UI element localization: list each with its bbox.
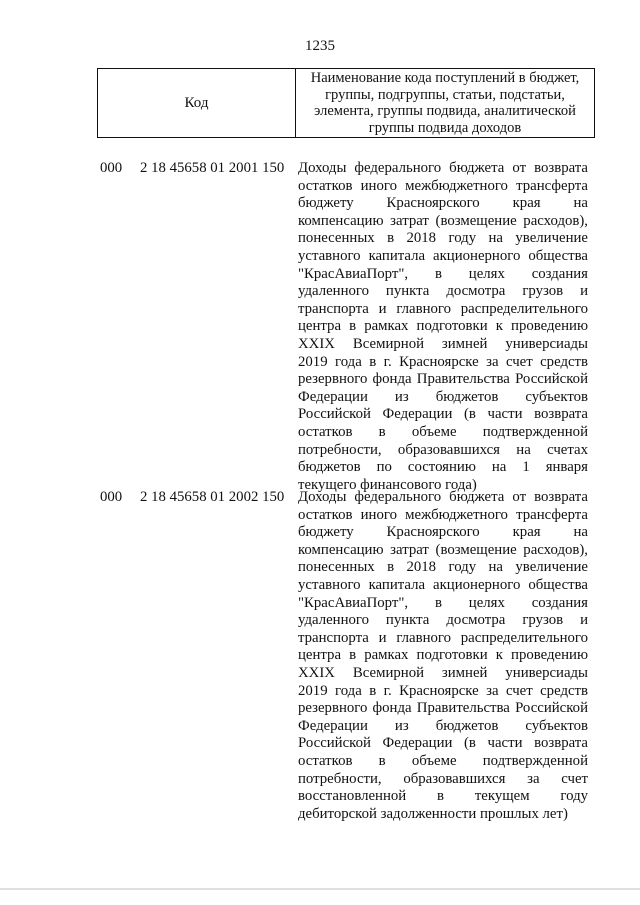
description-line: бюджету Красноярского края на	[298, 195, 588, 212]
revenue-code: 2 18 45658 01 2002 150	[140, 489, 285, 505]
description-line: 2019 года в г. Красноярске за счет средств	[298, 682, 588, 699]
description-line: уставного капитала акционерного общества	[298, 576, 588, 593]
description-line: Российской Федерации (в части возврата	[298, 735, 588, 752]
revenue-description	[298, 160, 588, 494]
description-line: Доходы федерального бюджета от возврата	[298, 489, 588, 505]
description-line: бюджету Красноярского края на	[298, 524, 588, 541]
description-line: компенсацию затрат (возмещение расходов),	[298, 212, 588, 229]
table-header	[97, 68, 595, 138]
admin-code: 000	[100, 489, 123, 505]
description-line: центра в рамках подготовки к проведению	[298, 647, 588, 664]
page-number: 1235	[305, 38, 335, 54]
description-line: Федерации из бюджетов субъектов	[298, 717, 588, 734]
description-line: компенсацию затрат (возмещение расходов),	[298, 541, 588, 558]
description-line: остатков иного межбюджетного трансферта	[298, 506, 588, 523]
description-line: транспорта и главного распределительного	[298, 629, 588, 646]
description-line: уставного капитала акционерного общества	[298, 247, 588, 264]
admin-code: 000	[100, 160, 123, 176]
description-line: резервного фонда Правительства Российской	[298, 371, 588, 388]
description-line: "КрасАвиаПорт", в целях создания	[298, 594, 588, 611]
description-line: "КрасАвиаПорт", в целях создания	[298, 265, 588, 282]
description-line: бюджетов по состоянию на 1 января	[298, 459, 588, 476]
description-line: 2019 года в г. Красноярске за счет средств	[298, 353, 588, 370]
description-line: потребности, образовавшихся на счетах	[298, 441, 588, 458]
description-line: Федерации из бюджетов субъектов	[298, 388, 588, 405]
description-line: транспорта и главного распределительного	[298, 300, 588, 317]
description-line: остатков иного межбюджетного трансферта	[298, 177, 588, 194]
description-line: резервного фонда Правительства Российской	[298, 700, 588, 717]
description-line: текущего финансового года)	[298, 476, 477, 493]
description-line: понесенных в 2018 году на увеличение	[298, 559, 588, 576]
revenue-description	[298, 489, 588, 823]
description-line: XXIX Всемирной зимней универсиады	[298, 335, 588, 352]
description-line: понесенных в 2018 году на увеличение	[298, 230, 588, 247]
description-line: восстановленной в текущем году	[298, 788, 588, 805]
description-line: XXIX Всемирной зимней универсиады	[298, 664, 588, 681]
description-line: Российской Федерации (в части возврата	[298, 406, 588, 423]
description-line: удаленного пункта досмотра грузов и	[298, 612, 588, 629]
description-line: потребности, образовавшихся за счет	[298, 770, 588, 787]
scan-artifact	[0, 888, 640, 890]
header-code-column: Код	[98, 69, 296, 137]
description-line: центра в рамках подготовки к проведению	[298, 318, 588, 335]
revenue-code: 2 18 45658 01 2001 150	[140, 160, 285, 176]
description-line: дебиторской задолженности прошлых лет)	[298, 805, 568, 822]
header-name-column: Наименование кода поступлений в бюджет, группы, подгруппы, статьи, подстатьи, элемента, группы подвида, аналитической группы подвида доходов	[310, 70, 580, 136]
description-line: удаленного пункта досмотра грузов и	[298, 283, 588, 300]
description-line: остатков в объеме подтвержденной	[298, 752, 588, 769]
description-line: Доходы федерального бюджета от возврата	[298, 160, 588, 176]
description-line: остатков в объеме подтвержденной	[298, 423, 588, 440]
